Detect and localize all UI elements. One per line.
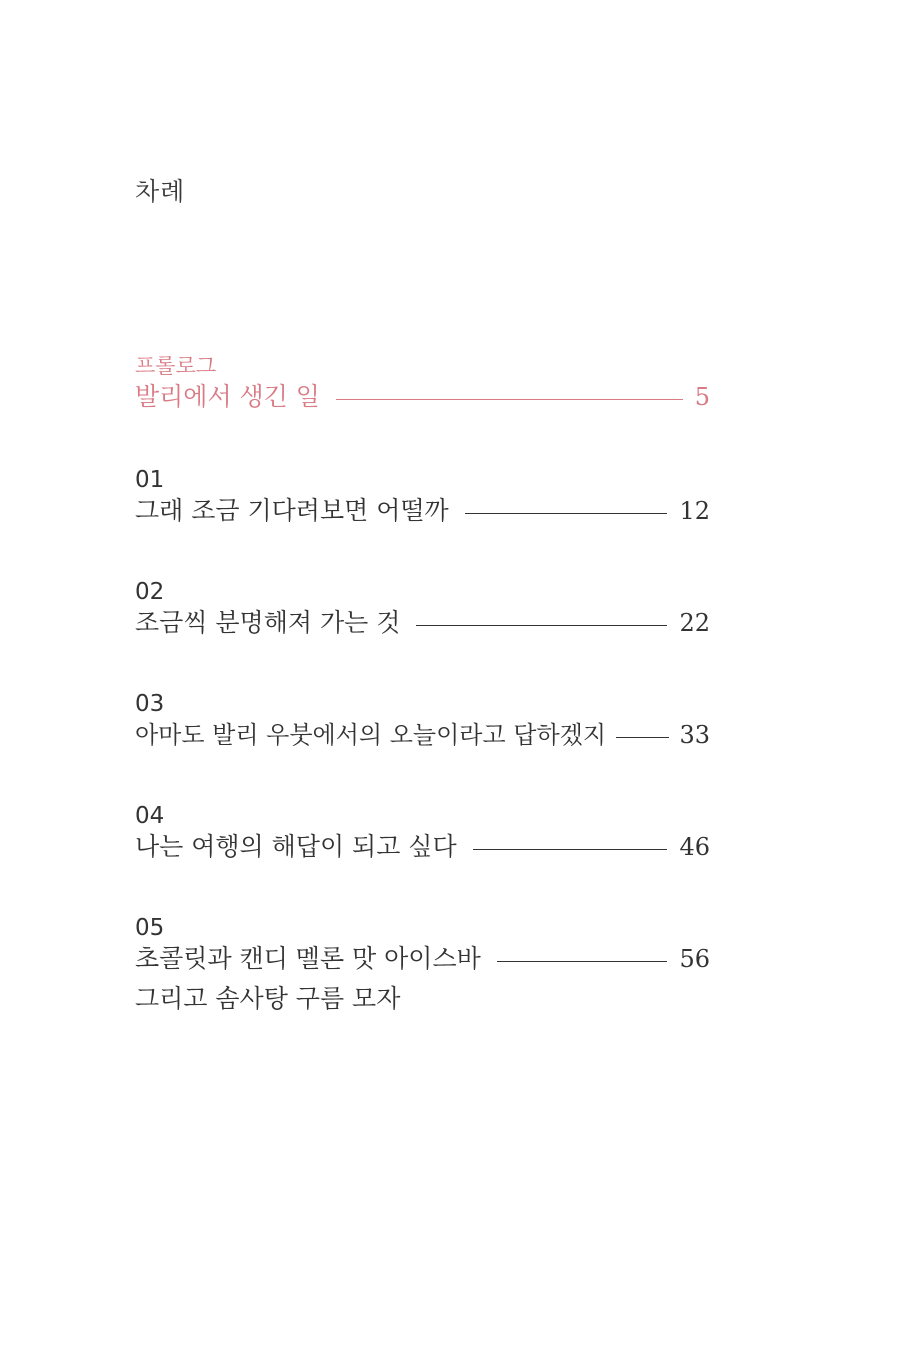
entry-title: 아마도 발리 우붓에서의 오늘이라고 답하겠지 [135, 721, 607, 749]
leader-line [497, 961, 668, 962]
page-number: 12 [679, 497, 710, 525]
page-number: 33 [679, 721, 710, 749]
entry-number: 04 [135, 803, 165, 829]
table-of-contents [135, 352, 710, 1066]
entry-label: 프롤로그 [135, 354, 217, 378]
toc-entry-02[interactable] [135, 578, 710, 640]
toc-entry-05[interactable] [135, 914, 710, 1016]
page-number: 46 [679, 833, 710, 861]
entry-number: 01 [135, 467, 165, 493]
toc-entry-04[interactable] [135, 802, 710, 864]
toc-entry-prologue[interactable] [135, 352, 710, 414]
entry-title: 그래 조금 기다려보면 어떨까 [135, 496, 449, 525]
leader-line [336, 399, 683, 400]
entry-row [135, 494, 710, 528]
entry-title-continuation: 그리고 솜사탕 구름 모자 [135, 984, 401, 1013]
leader-line [416, 625, 667, 626]
page-number: 56 [679, 945, 710, 973]
page-title: 차례 [135, 177, 186, 206]
entry-title: 초콜릿과 캔디 멜론 맛 아이스바 [135, 944, 481, 973]
entry-number: 05 [135, 915, 165, 941]
page-number: 22 [679, 609, 710, 637]
entry-row [135, 380, 710, 414]
entry-row [135, 718, 710, 752]
entry-row [135, 942, 710, 976]
toc-entry-01[interactable] [135, 466, 710, 528]
entry-row [135, 606, 710, 640]
leader-line [473, 849, 668, 850]
entry-title: 나는 여행의 해답이 되고 싶다 [135, 832, 457, 861]
entry-title: 발리에서 생긴 일 [135, 382, 320, 411]
toc-entry-03[interactable] [135, 690, 710, 752]
entry-row [135, 830, 710, 864]
leader-line [616, 737, 669, 738]
entry-title: 조금씩 분명해져 가는 것 [135, 608, 401, 637]
entry-number: 02 [135, 579, 165, 605]
page-number: 5 [694, 383, 710, 411]
entry-number: 03 [135, 691, 165, 717]
leader-line [465, 513, 668, 514]
